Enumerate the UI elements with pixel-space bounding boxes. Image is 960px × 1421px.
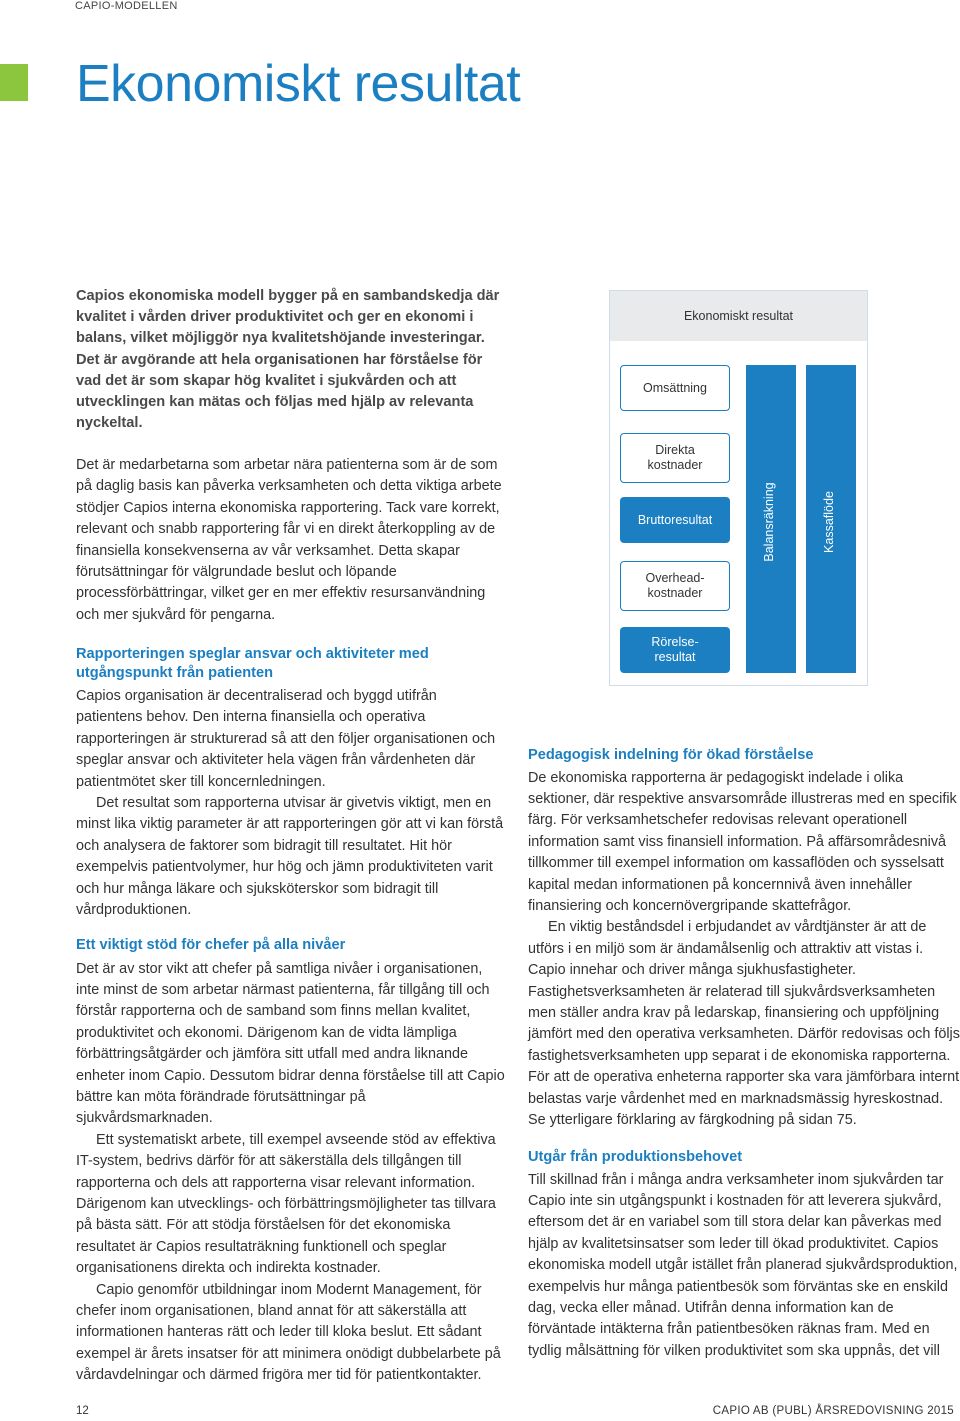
intro-paragraph: Capios ekonomiska modell bygger på en sambandskedja där kvalitet i vården driver produktivitet och ger en ekonomi i balans, vilket möjliggör nya kvalitetshöjande investeringar. Det är avgörande att hela organisationen har förståelse för vad det är som skapar hög kvalitet i sjukvården och att utvecklingen kan mätas och följas med hjälp av relevanta nyckeltal. (76, 288, 500, 432)
left-column-block-3 (76, 936, 506, 1387)
section-heading: Rapporteringen speglar ansvar och aktiviteter med utgångspunkt från patienten (76, 646, 429, 681)
box-label: Overhead-kostnader (645, 571, 705, 600)
box-label: Omsättning (643, 380, 707, 395)
box-label: Rörelse-resultat (651, 635, 699, 664)
body-paragraph: Capios organisation är decentraliserad och byggd utifrån patientens behov. Den interna finansiella och operativa rapporteringen är strukturerad så att den följer organisationen och speglar ansvar och aktiviteter hela vägen från vårdenheten där patientmötet sker till koncernledningen. (76, 688, 496, 790)
body-paragraph: En viktig beståndsdel i erbjudandet av vårdtjänster är att de utförs i en miljö som är ändamålsenlig och attraktiv att vistas i. Capio innehar och driver många sjukhusfastigheter. Fastighetsverksamheten är relaterad till sjukvårdsverksamheten men ställer andra krav på ledarskap, finansiering och uppföljning jämfört med den operativa verksamheten. Därför redovisas och följs fastighetsverksamheten upp separat i de ekonomiska rapporterna. För att de operativa enheterna rapporter ska vara jämförbara internt belastas varje vårdenhet med en marknadsmässig hyreskostnad. Se ytterligare förklaring av färgkodning på sidan 75. (528, 919, 960, 1128)
box-direkta-kostnader (620, 433, 730, 483)
body-paragraph: Till skillnad från i många andra verksamheter inom sjukvården tar Capio inte sin utgångspunkt i kostnaden för att leverera sjukvård, eftersom det är en variabel som till stora delar kan påverkas med hjälp av kvalitetsinsatser som leder till ökad produktivitet. Capios ekonomiska modell utgår istället från planerad sjukvårdsproduktion, exempelvis hur många patientbesök som förväntas ske en enskild dag, vecka eller månad. Utifrån denna information kan de förväntade intäkterna från patientbesöken räknas fram. Med en tydlig målsättning för vilken produktivitet som ska uppnås, det vill (528, 1171, 958, 1359)
bar-label-balansrakning: Balansräkning (762, 482, 776, 562)
box-bruttoresultat (620, 497, 730, 543)
bar-label-kassaflode: Kassaflöde (822, 491, 836, 553)
section-heading: Pedagogisk indelning för ökad förståelse (528, 747, 814, 763)
left-column-block-1 (76, 455, 506, 626)
left-column-block-2 (76, 645, 506, 921)
economic-result-diagram (609, 290, 868, 686)
publication-name: CAPIO AB (PUBL) ÅRSREDOVISNING 2015 (712, 1405, 954, 1417)
box-rorelseresultat (620, 627, 730, 673)
body-paragraph: Det är av stor vikt att chefer på samtliga nivåer i organisationen, inte minst de som arbetar närmast patienterna, får tillgång till och förstår rapporterna och de samband som finns mellan kvalitet, produktivitet och ekonomi. Därigenom kan de vidta lämpliga förbättringsåtgärder och jämföra sitt utfall med andra liknande enheter inom Capio. Dessutom bidrar denna förståelse till att Capio bättre kan möta förändrade förutsättningar på sjukvårdsmarknaden. (76, 960, 505, 1127)
body-paragraph: Det resultat som rapporterna utvisar är givetvis viktigt, men en minst lika viktig parameter är att rapporteringen gör att vi kan förstå och analysera de faktorer som bidragit till resultatet. Hit hör exempelvis patientvolymer, hur hög och jämn produktiviteten varit och hur många läkare och sjuksköterskor som bidragit till vårdproduktionen. (76, 795, 504, 919)
page-title: Ekonomiskt resultat (76, 55, 521, 113)
box-omsattning (620, 365, 730, 411)
body-paragraph: Det är medarbetarna som arbetar nära patienterna som är de som på daglig basis kan påverka verksamheten och detta viktiga arbete stödjer Capios interna ekonomiska rapportering. Tack vare korrekt, relevant och snabb rapportering får vi en direkt återkoppling av de finansiella konsekvenserna av vår verksamhet. Detta skapar förutsättningar för välgrundade beslut och löpande processförbättringar, vilket ger en mer effektiv resursanvändning och mer sjukvård för pengarna. (76, 457, 502, 623)
body-paragraph: De ekonomiska rapporterna är pedagogiskt indelade i olika sektioner, där respektive ansvarsområde illustreras med en specifik färg. För verksamhetschefer redovisas relevant operationell information samt viss finansiell information. På affärsområdesnivå tillkommer till exempel information om kassaflöden och sysselsatt kapital medan informationen på koncernnivå även innehåller finansiering och koncernövergripande skattefrågor. (528, 769, 957, 914)
box-label: Bruttoresultat (637, 512, 713, 527)
right-column-block-1 (528, 746, 960, 1131)
section-label: CAPIO-MODELLEN (75, 0, 178, 12)
body-paragraph: Ett systematiskt arbete, till exempel avseende stöd av effektiva IT-system, bedrivs därför för att säkerställa dels tillgången till rapporterna och dels att rapporterna visar relevant information. Därigenom kan utvecklings- och förbättringsmöjligheter tas tillvara på bästa sätt. För att stödja förståelsen för det ekonomiska resultatet är Capios resultaträkning funktionell och speglar organisationens direkta och indirekta kostnader. (76, 1131, 496, 1277)
body-paragraph: Capio genomför utbildningar inom Modernt Management, för chefer inom organisationen, bland annat för att säkerställa att informationen hanteras rätt och leder till kloka beslut. Ett sådant exempel är årets insatser för att minimera onödigt dubbelarbete på vårdavdelningar och därmed frigöra mer tid för patientkontakter. (76, 1281, 501, 1384)
section-marker (0, 64, 28, 101)
diagram-title: Ekonomiskt resultat (683, 309, 794, 323)
box-label: Direkta kostnader (647, 443, 703, 472)
section-heading: Utgår från produktionsbehovet (528, 1149, 743, 1165)
page-number: 12 (76, 1405, 89, 1417)
right-column-block-2 (528, 1148, 960, 1362)
box-overheadkostnader (620, 561, 730, 611)
section-heading: Ett viktigt stöd för chefer på alla nivåer (76, 937, 346, 953)
